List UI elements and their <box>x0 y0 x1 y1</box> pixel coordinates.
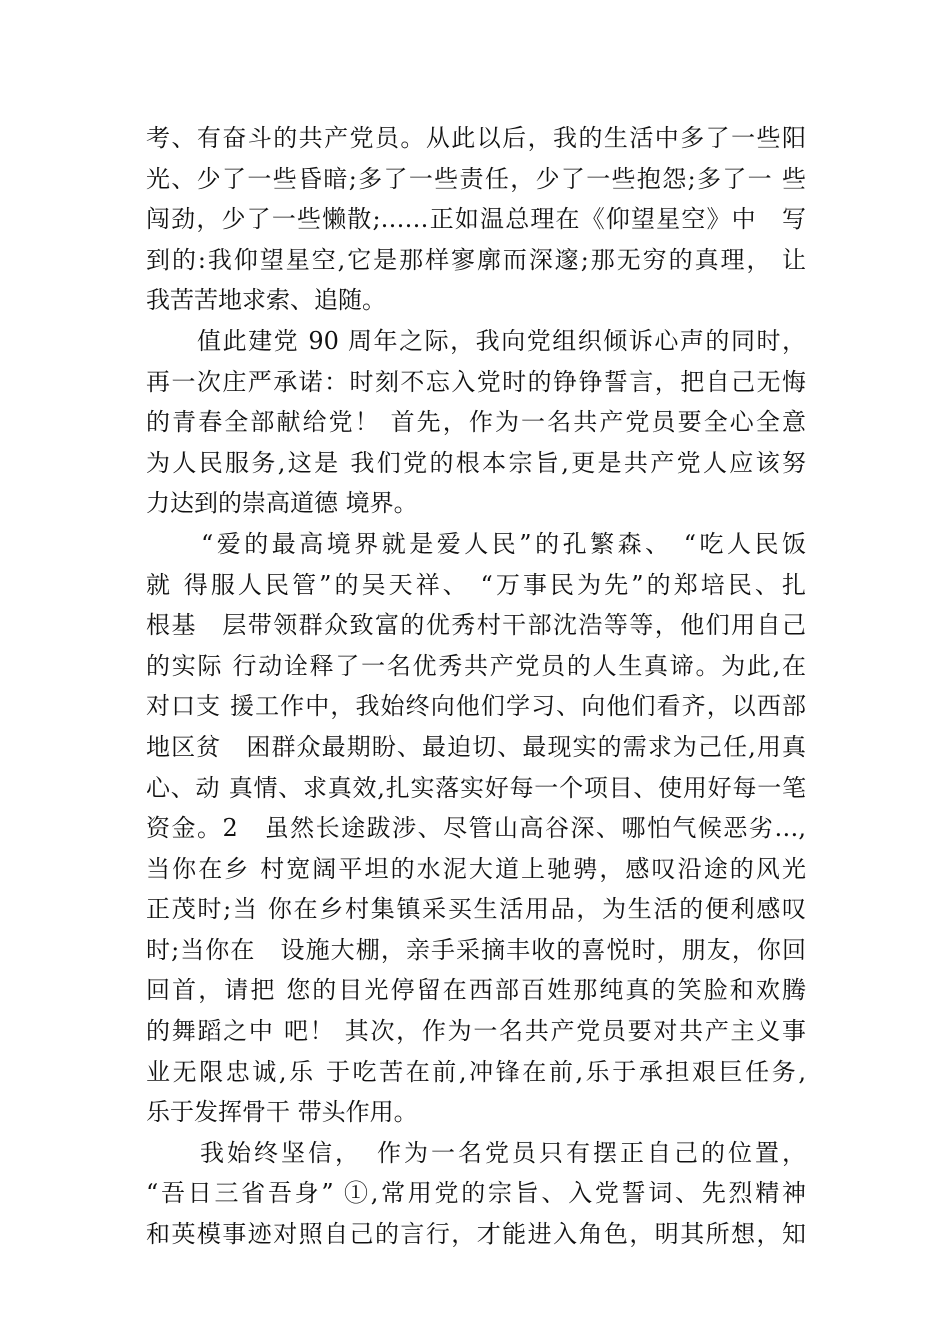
text-line: 的舞蹈之中 吧！ 其次，作为一名共产党员要对共产主义事 <box>146 1017 806 1046</box>
text-line: 回首，请把 您的目光停留在西部百姓那纯真的笑脸和欢腾 <box>146 976 806 1005</box>
text-line: 考、有奋斗的共产党员。从此以后，我的生活中多了一些阳 <box>146 124 806 152</box>
text-line: 我苦苦地求索、追随。 <box>146 286 386 315</box>
text-line: 闯劲，少了一些懒散;……正如温总理在《仰望星空》中 写 <box>146 205 806 234</box>
text-line: 乐于发挥骨干 带头作用。 <box>146 1098 418 1127</box>
text-line: 对口支 援工作中，我始终向他们学习、向他们看齐，以西部 <box>146 692 806 721</box>
text-line: 业无限忠诚,乐 于吃苦在前,冲锋在前,乐于承担艰巨任务, <box>146 1057 806 1086</box>
text-line: “吾日三省吾身” ①,常用党的宗旨、入党誓词、先烈精神 <box>146 1179 806 1208</box>
text-line: “爱的最高境界就是爱人民”的孔繁森、 “吃人民饭 <box>146 529 806 558</box>
text-line: 再一次庄严承诺：时刻不忘入党时的铮铮誓言，把自己无悔 <box>146 367 806 396</box>
text-line: 我始终坚信， 作为一名党员只有摆正自己的位置， <box>146 1138 806 1167</box>
text-line: 根基 层带领群众致富的优秀村干部沈浩等等，他们用自己 <box>146 611 806 640</box>
text-line: 的实际 行动诠释了一名优秀共产党员的人生真谛。为此,在 <box>146 651 806 680</box>
text-line: 力达到的崇高道德 境界。 <box>146 489 418 518</box>
text-line: 时;当你在 设施大棚，亲手采摘丰收的喜悦时，朋友，你回 <box>146 935 806 964</box>
text-line: 光、少了一些昏暗;多了一些责任，少了一些抱怨;多了一 些 <box>146 164 806 193</box>
document-body <box>146 118 806 1255</box>
text-line: 值此建党 90 周年之际，我向党组织倾诉心声的同时， <box>146 326 806 355</box>
text-line: 的青春全部献给党！ 首先，作为一名共产党员要全心全意 <box>146 408 806 437</box>
text-line: 为人民服务,这是 我们党的根本宗旨,更是共产党人应该努 <box>146 448 806 477</box>
text-line: 心、动 真情、求真效,扎实落实好每一个项目、使用好每一笔 <box>146 773 806 802</box>
text-line: 正茂时;当 你在乡村集镇采买生活用品，为生活的便利感叹 <box>146 895 806 924</box>
text-line: 和英模事迹对照自己的言行，才能进入角色，明其所想，知 <box>146 1220 806 1249</box>
text-line: 资金。2 虽然长途跋涉、尽管山高谷深、哪怕气候恶劣…, <box>146 814 806 843</box>
text-line: 就 得服人民管”的吴天祥、 “万事民为先”的郑培民、扎 <box>146 570 806 599</box>
text-line: 到的:我仰望星空,它是那样寥廓而深邃;那无穷的真理， 让 <box>146 245 806 274</box>
text-line: 地区贫 困群众最期盼、最迫切、最现实的需求为己任,用真 <box>146 732 806 761</box>
text-line: 当你在乡 村宽阔平坦的水泥大道上驰骋，感叹沿途的风光 <box>146 854 806 883</box>
